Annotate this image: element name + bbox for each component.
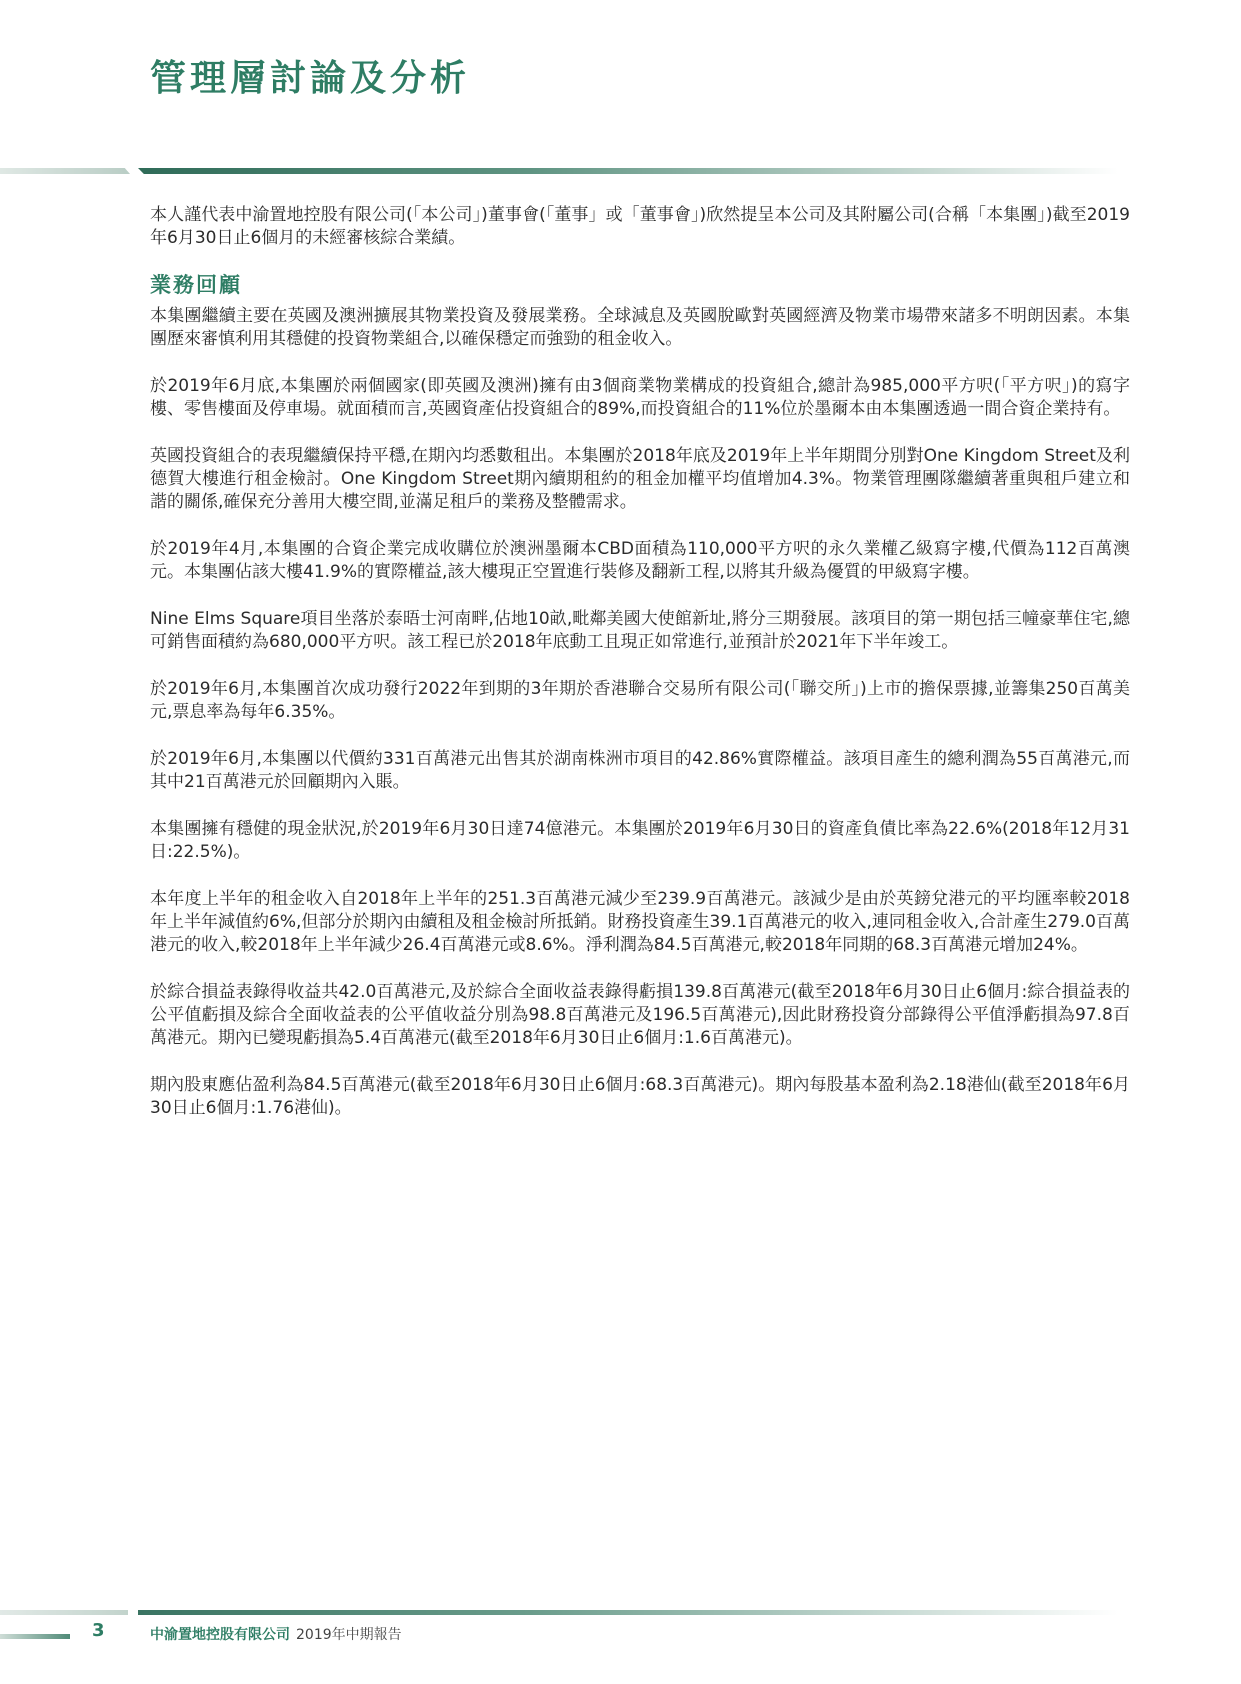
intro-paragraph: 本人謹代表中渝置地控股有限公司(「本公司」)董事會(「董事」或「董事會」)欣然提呈本公司及其附屬公司(合稱「本集團」)截至2019年6月30日止6個月的未經審核綜合業績。: [150, 205, 1130, 248]
footer-accent-bar: [0, 1634, 70, 1639]
page-number: 3: [92, 1620, 105, 1641]
section-heading: 業務回顧: [150, 273, 242, 297]
main-content: [150, 204, 1130, 1144]
paragraph: 期內股東應佔盈利為84.5百萬港元(截至2018年6月30日止6個月:68.3百萬港元)。期內每股基本盈利為2.18港仙(截至2018年6月30日止6個月:1.76港仙)。: [150, 1075, 1130, 1118]
footer-rule-main: [138, 1610, 1118, 1615]
footer-text: [150, 1624, 402, 1644]
paragraph: 於2019年4月,本集團的合資企業完成收購位於澳洲墨爾本CBD面積為110,000平方呎的永久業權乙級寫字樓,代價為112百萬澳元。本集團佔該大樓41.9%的實際權益,該大樓現正空置進行裝修及翻新工程,以將其升級為優質的甲級寫字樓。: [150, 539, 1130, 582]
paragraph: 於2019年6月,本集團首次成功發行2022年到期的3年期於香港聯合交易所有限公司(「聯交所」)上市的擔保票據,並籌集250百萬美元,票息率為每年6.35%。: [150, 679, 1130, 722]
paragraph: Nine Elms Square項目坐落於泰晤士河南畔,佔地10畝,毗鄰美國大使館新址,將分三期發展。該項目的第一期包括三幢豪華住宅,總可銷售面積約為680,000平方呎。該工程已於2018年底動工且現正如常進行,並預計於2021年下半年竣工。: [150, 609, 1130, 652]
footer-rule-left: [0, 1610, 128, 1615]
paragraph: 英國投資組合的表現繼續保持平穩,在期內均悉數租出。本集團於2018年底及2019年上半年期間分別對One Kingdom Street及利德賀大樓進行租金檢討。One Kingdom Street期內續期租約的租金加權平均值增加4.3%。物業管理團隊繼續著重與租戶建立和諧的關係,確保充分善用大樓空間,並滿足租戶的業務及整體需求。: [150, 446, 1130, 512]
footer-report: 2019年中期報告: [296, 1627, 402, 1643]
header-rule-left: [0, 168, 130, 174]
paragraph: 於2019年6月底,本集團於兩個國家(即英國及澳洲)擁有由3個商業物業構成的投資組合,總計為985,000平方呎(「平方呎」)的寫字樓、零售樓面及停車場。就面積而言,英國資產佔投資組合的89%,而投資組合的11%位於墨爾本由本集團透過一間合資企業持有。: [150, 376, 1130, 419]
footer-rule: [0, 1610, 1241, 1615]
paragraph: 本年度上半年的租金收入自2018年上半年的251.3百萬港元減少至239.9百萬港元。該減少是由於英鎊兌港元的平均匯率較2018年上半年減值約6%,但部分於期內由續租及租金檢討所抵銷。財務投資產生39.1百萬港元的收入,連同租金收入,合計產生279.0百萬港元的收入,較2018年上半年減少26.4百萬港元或8.6%。淨利潤為84.5百萬港元,較2018年同期的68.3百萬港元增加24%。: [150, 889, 1130, 955]
paragraph: 於綜合損益表錄得收益共42.0百萬港元,及於綜合全面收益表錄得虧損139.8百萬港元(截至2018年6月30日止6個月:綜合損益表的公平值虧損及綜合全面收益表的公平值收益分別為98.8百萬港元及196.5百萬港元),因此財務投資分部錄得公平值淨虧損為97.8百萬港元。期內已變現虧損為5.4百萬港元(截至2018年6月30日止6個月:1.6百萬港元)。: [150, 982, 1130, 1048]
page-title: 管理層討論及分析: [150, 58, 471, 99]
paragraph: 於2019年6月,本集團以代價約331百萬港元出售其於湖南株洲市項目的42.86%實際權益。該項目產生的總利潤為55百萬港元,而其中21百萬港元於回顧期內入賬。: [150, 749, 1130, 792]
header-rule: [0, 168, 1241, 174]
footer-company: 中渝置地控股有限公司: [150, 1627, 290, 1643]
header-rule-main: [138, 168, 1118, 174]
paragraph: 本集團擁有穩健的現金狀況,於2019年6月30日達74億港元。本集團於2019年6月30日的資產負債比率為22.6%(2018年12月31日:22.5%)。: [150, 819, 1130, 862]
paragraph: 本集團繼續主要在英國及澳洲擴展其物業投資及發展業務。全球減息及英國脫歐對英國經濟及物業市場帶來諸多不明朗因素。本集團歷來審慎利用其穩健的投資物業組合,以確保穩定而強勁的租金收入。: [150, 306, 1130, 349]
